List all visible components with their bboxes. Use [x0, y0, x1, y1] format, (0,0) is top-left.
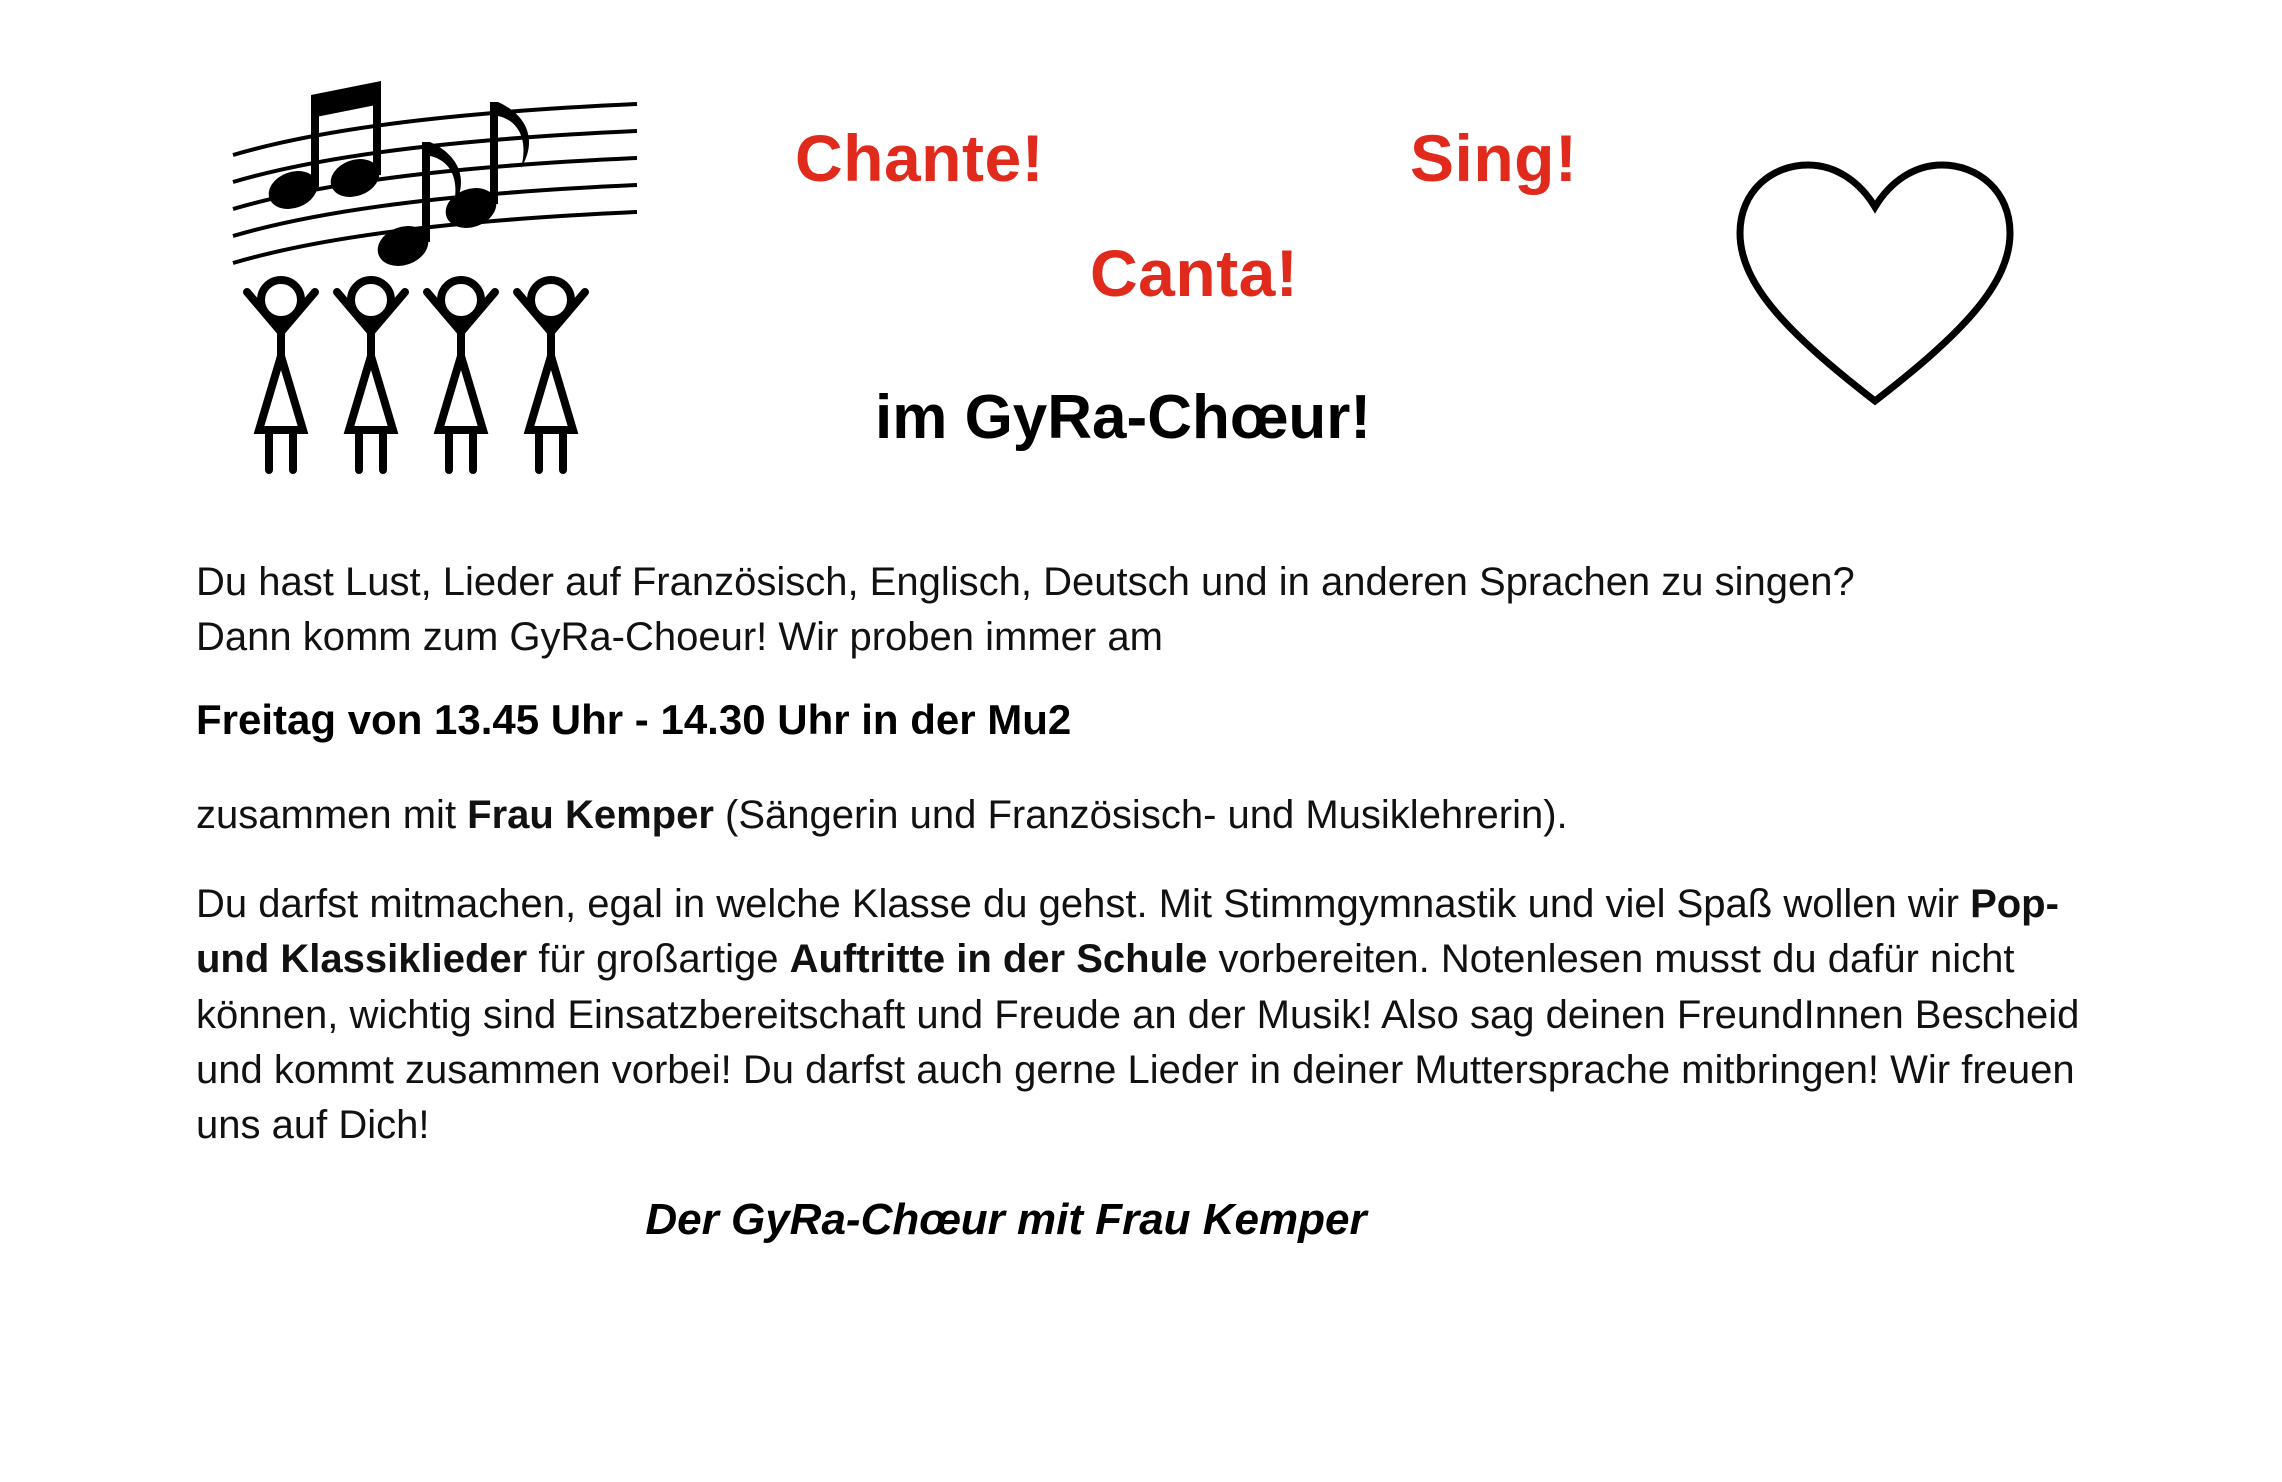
- poster-body: [196, 555, 2096, 1289]
- details-part-1: Du darfst mitmachen, egal in welche Klasse du gehst. Mit Stimmgymnastik und viel Spaß wollen wir: [196, 882, 1971, 927]
- intro-paragraph: [196, 555, 2096, 665]
- details-bold-2: Auftritte in der Schule: [789, 937, 1208, 982]
- intro-line-2: Dann komm zum GyRa-Choeur! Wir proben immer am: [196, 615, 1163, 660]
- teacher-prefix: zusammen mit: [196, 792, 468, 837]
- teacher-suffix: (Sängerin und Französisch- und Musiklehrerin).: [713, 792, 1568, 837]
- teacher-name: Frau Kemper: [467, 792, 714, 837]
- poster-header: [0, 0, 2282, 530]
- shout-spanish: Canta!: [1090, 236, 1299, 310]
- heart-outline-icon: [1730, 155, 2020, 415]
- page-title: im GyRa-Chœur!: [875, 383, 1371, 452]
- intro-line-1: Du hast Lust, Lieder auf Französisch, Englisch, Deutsch und in anderen Sprachen zu singen?: [196, 560, 1855, 604]
- signature-line: Der GyRa-Chœur mit Frau Kemper: [645, 1195, 1367, 1245]
- shout-french: Chante!: [795, 121, 1045, 195]
- teacher-paragraph: [196, 788, 2096, 843]
- rehearsal-schedule: Freitag von 13.45 Uhr - 14.30 Uhr in der Mu2: [196, 696, 1072, 744]
- details-bold-1: Pop- und Klassiklieder: [196, 882, 2059, 982]
- shout-english: Sing!: [1410, 121, 1578, 195]
- singing-choir-with-music-notes-icon: [225, 60, 645, 480]
- details-paragraph: [196, 877, 2096, 1153]
- details-part-3: vorbereiten. Notenlesen musst du dafür nicht können, wichtig sind Einsatzbereitschaft und Freude an der Musik! Also sag deinen FreundInnen Bescheid und kommt zusammen vorbei! Du darfst auch gerne Lieder in deiner Muttersprache mitbringen! Wir freuen uns auf Dich!: [196, 937, 2080, 1147]
- details-part-2: für großartige: [527, 937, 790, 982]
